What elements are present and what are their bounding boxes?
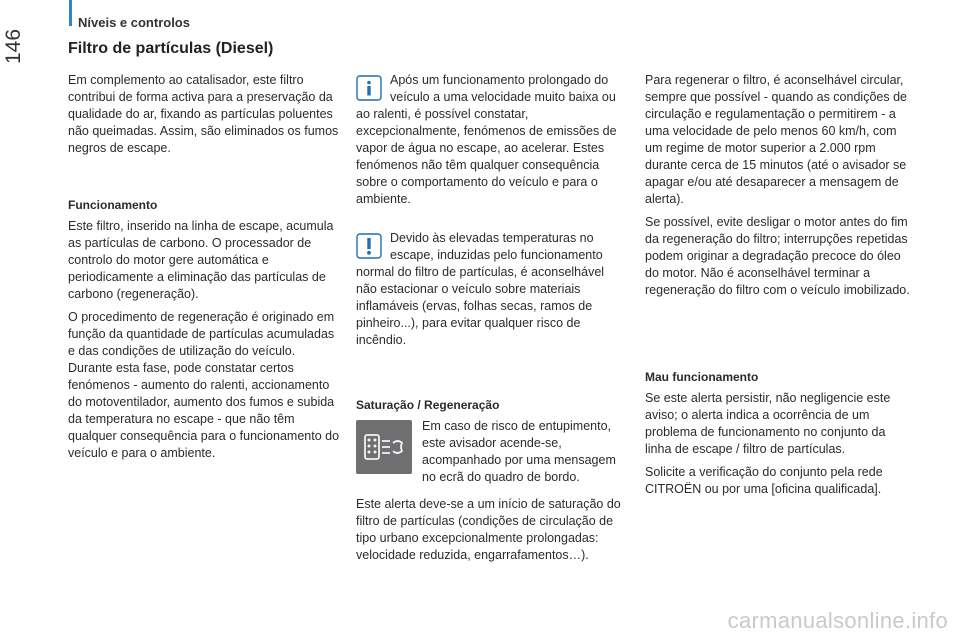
mau-funcionamento-paragraph-1: Se este alerta persistir, não negligencie este aviso; o alerta indica a ocorrência de um problema de funcionamento no conjunto da linha de escape / filtro de partículas. — [645, 391, 891, 456]
page-number: 146 — [2, 28, 25, 64]
warning-note — [356, 230, 628, 355]
column-middle — [356, 72, 628, 570]
info-note-text: Após um funcionamento prolongado do veículo a uma velocidade muito baixa ou ao ralenti, é possível constatar, excepcionalmente, fenómenos de emissões de vapor de água no escape, ao acelerar. Estes fenómenos não têm qualquer consequência sobre o comportamento do veículo e para o ambiente. — [356, 73, 617, 206]
info-note — [356, 72, 628, 214]
exclamation-icon — [356, 233, 382, 259]
saturacao-heading: Saturação / Regeneração — [356, 398, 500, 412]
column-right — [645, 72, 915, 504]
mau-funcionamento-paragraph-2: Solicite a verificação do conjunto pela rede CITROËN ou por uma [oficina qualificada]. — [645, 465, 883, 496]
info-icon — [356, 75, 382, 101]
funcionamento-heading: Funcionamento — [68, 198, 158, 212]
watermark: carmanualsonline.info — [727, 608, 948, 633]
funcionamento-paragraph-1: Este filtro, inserido na linha de escape, acumula as partículas de carbono. O processador de controlo do motor gere automática e periodicamente a eliminação das partículas de carbono (regeneração). — [68, 219, 334, 301]
section-accent-bar — [69, 0, 72, 26]
saturacao-lamp-block — [356, 418, 628, 492]
saturacao-paragraph: Este alerta deve-se a um início de saturação do filtro de partículas (condições de circulação de tipo urbano excepcionalmente prolongadas: velocidade reduzida, engarrafamentos…). — [356, 497, 621, 562]
warning-note-text: Devido às elevadas temperaturas no escape, induzidas pelo funcionamento normal do filtro de partículas, é aconselhável não estacionar o veículo sobre materiais inflamáveis (ervas, folhas secas, ramos de pinheiro...), para evitar qualquer risco de incêndio. — [356, 231, 605, 347]
particle-filter-warning-icon — [356, 420, 412, 474]
regeneracao-paragraph-1: Para regenerar o filtro, é aconselhável circular, sempre que possível - quando as condições de circulação e regulamentação o permitirem - a uma velocidade de pelo menos 60 km/h, com um regime de motor superior a 2.000 rpm durante cerca de 15 minutos (até o avisador se apagar e/ou até desaparecer a mensagem de alerta). — [645, 73, 907, 206]
page-title: Filtro de partículas (Diesel) — [68, 40, 274, 57]
regeneracao-paragraph-2: Se possível, evite desligar o motor antes do fim da regeneração do filtro; interrupções repetidas podem originar a degradação precoce do óleo do motor. Não é aconselhável terminar a regeneração do filtro com o veículo imobilizado. — [645, 215, 910, 297]
section-label: Níveis e controlos — [78, 15, 190, 30]
funcionamento-paragraph-2: O procedimento de regeneração é originado em função da quantidade de partículas acumuladas e das condições de utilização do veículo. Durante esta fase, pode constatar certos fenómenos - aumento do ralenti, accionamento do motoventilador, aumento dos fumos e subida da temperatura no escape - que não têm qualquer consequência para o funcionamento do veículo e para o ambiente. — [68, 310, 340, 460]
column-left — [68, 72, 342, 468]
saturacao-lamp-text: Em caso de risco de entupimento, este avisador acende-se, acompanhado por uma mensagem no ecrã do quadro de bordo. — [422, 419, 616, 484]
mau-funcionamento-heading: Mau funcionamento — [645, 370, 759, 384]
intro-paragraph: Em complemento ao catalisador, este filtro contribui de forma activa para a preservação da qualidade do ar, fixando as partículas poluentes não queimadas. Assim, são eliminados os fumos negros de escape. — [68, 73, 339, 155]
